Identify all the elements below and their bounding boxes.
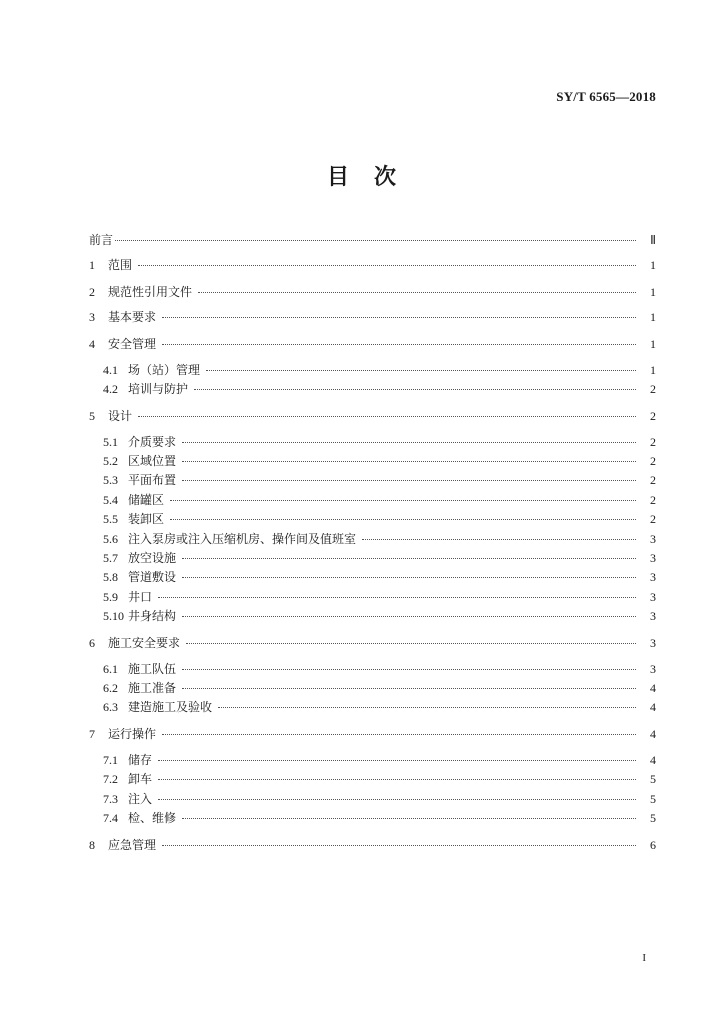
toc-entry-number: 5 [89,409,95,423]
toc-dot-leader [162,344,636,345]
toc-dot-leader [182,442,636,443]
toc-entry-page: 4 [650,727,656,741]
toc-entry-page: 1 [650,285,656,299]
toc-entry-page: 5 [650,792,656,806]
toc-entry [0,607,724,625]
toc-entry-title: 施工准备 [128,681,177,695]
toc-entry-label [103,433,176,451]
toc-dot-leader [206,370,636,371]
toc-entry-label [103,452,176,470]
toc-entry [0,510,724,528]
toc-entry [0,491,724,509]
toc-entry [0,679,724,697]
toc-entry-number: 7.1 [103,753,118,767]
toc-entry-label [103,471,176,489]
toc-entry [0,836,724,854]
page-title-right: 次 [374,165,398,190]
toc-entry-title: 区域位置 [128,454,177,468]
toc-entry-title: 介质要求 [128,435,177,449]
toc-dot-leader [158,597,636,598]
toc-entry-number: 5.3 [103,473,118,487]
toc-dot-leader [170,500,636,501]
toc-entry-page: 2 [650,435,656,449]
toc-entry-number: 6.1 [103,662,118,676]
toc-entry-label [103,510,164,528]
toc-entry-page: 3 [650,636,656,650]
toc-entry-number: 7 [89,727,95,741]
toc-entry-number: 3 [89,310,95,324]
toc-entry [0,634,724,652]
toc-entry-title: 卸车 [128,772,153,786]
toc-entry-label [89,836,156,854]
toc-entry-number: 7.4 [103,811,118,825]
toc-entry-page: 2 [650,493,656,507]
toc-entry-page: 2 [650,454,656,468]
toc-entry-page: 2 [650,382,656,396]
toc-dot-leader [182,461,636,462]
toc-entry-page: 2 [650,473,656,487]
toc-entry-title: 储罐区 [128,493,165,507]
toc-entry [0,407,724,425]
toc-entry-page: 3 [650,590,656,604]
toc-entry [0,660,724,678]
toc-entry-number: 5.2 [103,454,118,468]
toc-dot-leader [158,760,636,761]
toc-entry [0,256,724,274]
toc-entry-page: 5 [650,772,656,786]
toc-dot-leader [186,643,636,644]
toc-entry-number: 5.1 [103,435,118,449]
toc-entry-number: 5.10 [103,609,124,623]
toc-entry-page: 1 [650,337,656,351]
toc-entry-number: 6 [89,636,95,650]
toc-entry [0,751,724,769]
toc-entry-number: 8 [89,838,95,852]
toc-entry-label [103,770,152,788]
toc-dot-leader [182,818,636,819]
toc-entry-number: 4 [89,337,95,351]
toc-entry-label [103,530,356,548]
toc-entry-label [89,308,156,326]
page-title-left: 目 [326,165,350,190]
toc-entry [0,361,724,379]
toc-entry [0,452,724,470]
toc-entry-label [103,751,152,769]
standard-code: SY/T 6565—2018 [556,89,656,104]
toc-entry [0,809,724,827]
toc-dot-leader [138,416,636,417]
toc-entry-label [89,231,113,249]
toc-entry-label [89,407,132,425]
toc-entry-label [103,380,188,398]
toc-entry-label [103,809,176,827]
toc-entry-page: 4 [650,753,656,767]
toc-entry-label [103,491,164,509]
toc-dot-leader [158,799,636,800]
toc-entry-label [103,698,212,716]
toc-dot-leader [198,292,636,293]
toc-entry-number: 5.6 [103,532,118,546]
toc-entry-page: 3 [650,662,656,676]
toc-entry [0,698,724,716]
toc-dot-leader [182,480,636,481]
toc-entry [0,471,724,489]
toc-entry-number: 5.8 [103,570,118,584]
toc-entry-page: 2 [650,512,656,526]
toc-entry-label [103,790,152,808]
toc-entry-page: 4 [650,681,656,695]
toc-entry [0,283,724,301]
toc-entry [0,568,724,586]
toc-dot-leader [138,265,636,266]
toc-entry-page: 3 [650,570,656,584]
toc-entry-page: Ⅱ [650,233,656,247]
toc-entry [0,725,724,743]
toc-dot-leader [362,539,636,540]
toc-dot-leader [182,558,636,559]
toc-entry-title: 施工安全要求 [108,636,181,650]
toc-entry-number: 6.2 [103,681,118,695]
toc-entry-number: 5.7 [103,551,118,565]
toc-entry-title: 设计 [108,409,133,423]
toc-entry-label [103,361,200,379]
toc-entry-label [103,607,176,625]
toc-entry-page: 3 [650,609,656,623]
toc-entry-label [103,660,176,678]
toc-entry-label [89,335,156,353]
toc-entry-title: 应急管理 [108,838,157,852]
toc-dot-leader [162,317,636,318]
toc-entry [0,588,724,606]
toc-dot-leader [182,577,636,578]
toc-entry-title: 培训与防护 [128,382,189,396]
toc-entry-title: 运行操作 [108,727,157,741]
toc-dot-leader [115,240,636,241]
toc-entry-page: 1 [650,258,656,272]
toc-entry-number: 1 [89,258,95,272]
toc-entry-title: 建造施工及验收 [128,700,213,714]
toc-entry-label [89,256,132,274]
toc-dot-leader [162,734,636,735]
toc-entry-title: 前言 [89,233,114,247]
toc-entry-title: 场（站）管理 [128,363,201,377]
toc-entry-title: 装卸区 [128,512,165,526]
toc-dot-leader [162,845,636,846]
toc-entry-title: 储存 [128,753,153,767]
toc-dot-leader [194,389,636,390]
toc-entry-label [103,679,176,697]
toc-entry-label [103,549,176,567]
toc-entry-title: 平面布置 [128,473,177,487]
toc-entry-title: 范围 [108,258,133,272]
toc-dot-leader [182,616,636,617]
toc-entry-title: 检、维修 [128,811,177,825]
toc-entry [0,770,724,788]
toc-entry-number: 6.3 [103,700,118,714]
page-number: I [642,952,646,964]
toc-dot-leader [218,707,636,708]
toc-entry-number: 5.9 [103,590,118,604]
toc-entry-number: 5.5 [103,512,118,526]
toc-entry-number: 7.3 [103,792,118,806]
toc-entry-label [103,568,176,586]
toc-entry-page: 3 [650,551,656,565]
toc-entry-page: 1 [650,310,656,324]
toc-entry [0,335,724,353]
toc-entry-title: 基本要求 [108,310,157,324]
toc-entry [0,380,724,398]
toc-entry-page: 5 [650,811,656,825]
toc-dot-leader [182,688,636,689]
toc-entry-page: 6 [650,838,656,852]
toc-entry-page: 1 [650,363,656,377]
page-title [0,160,724,191]
toc-entry-title: 安全管理 [108,337,157,351]
toc-entry [0,433,724,451]
toc-entry-label [89,283,192,301]
toc-entry-number: 2 [89,285,95,299]
toc-entry [0,231,724,249]
toc-entry-title: 注入泵房或注入压缩机房、操作间及值班室 [128,532,357,546]
toc-entry-title: 井身结构 [128,609,177,623]
toc-entry-label [89,725,156,743]
toc-entry-number: 5.4 [103,493,118,507]
toc-entry-title: 放空设施 [128,551,177,565]
toc-entry-label [103,588,152,606]
toc-entry [0,790,724,808]
toc-entry-title: 施工队伍 [128,662,177,676]
toc-entry-number: 7.2 [103,772,118,786]
toc-entry-title: 注入 [128,792,153,806]
toc-entry [0,549,724,567]
toc-dot-leader [170,519,636,520]
toc-entry-title: 井口 [128,590,153,604]
toc-entry [0,308,724,326]
toc-entry-page: 3 [650,532,656,546]
toc-entry-number: 4.2 [103,382,118,396]
toc-entry-number: 4.1 [103,363,118,377]
toc-entry-page: 2 [650,409,656,423]
toc-entry-title: 管道敷设 [128,570,177,584]
toc-dot-leader [182,669,636,670]
toc-dot-leader [158,779,636,780]
toc-entry [0,530,724,548]
toc-entry-label [89,634,180,652]
toc-entry-title: 规范性引用文件 [108,285,193,299]
toc-entry-page: 4 [650,700,656,714]
